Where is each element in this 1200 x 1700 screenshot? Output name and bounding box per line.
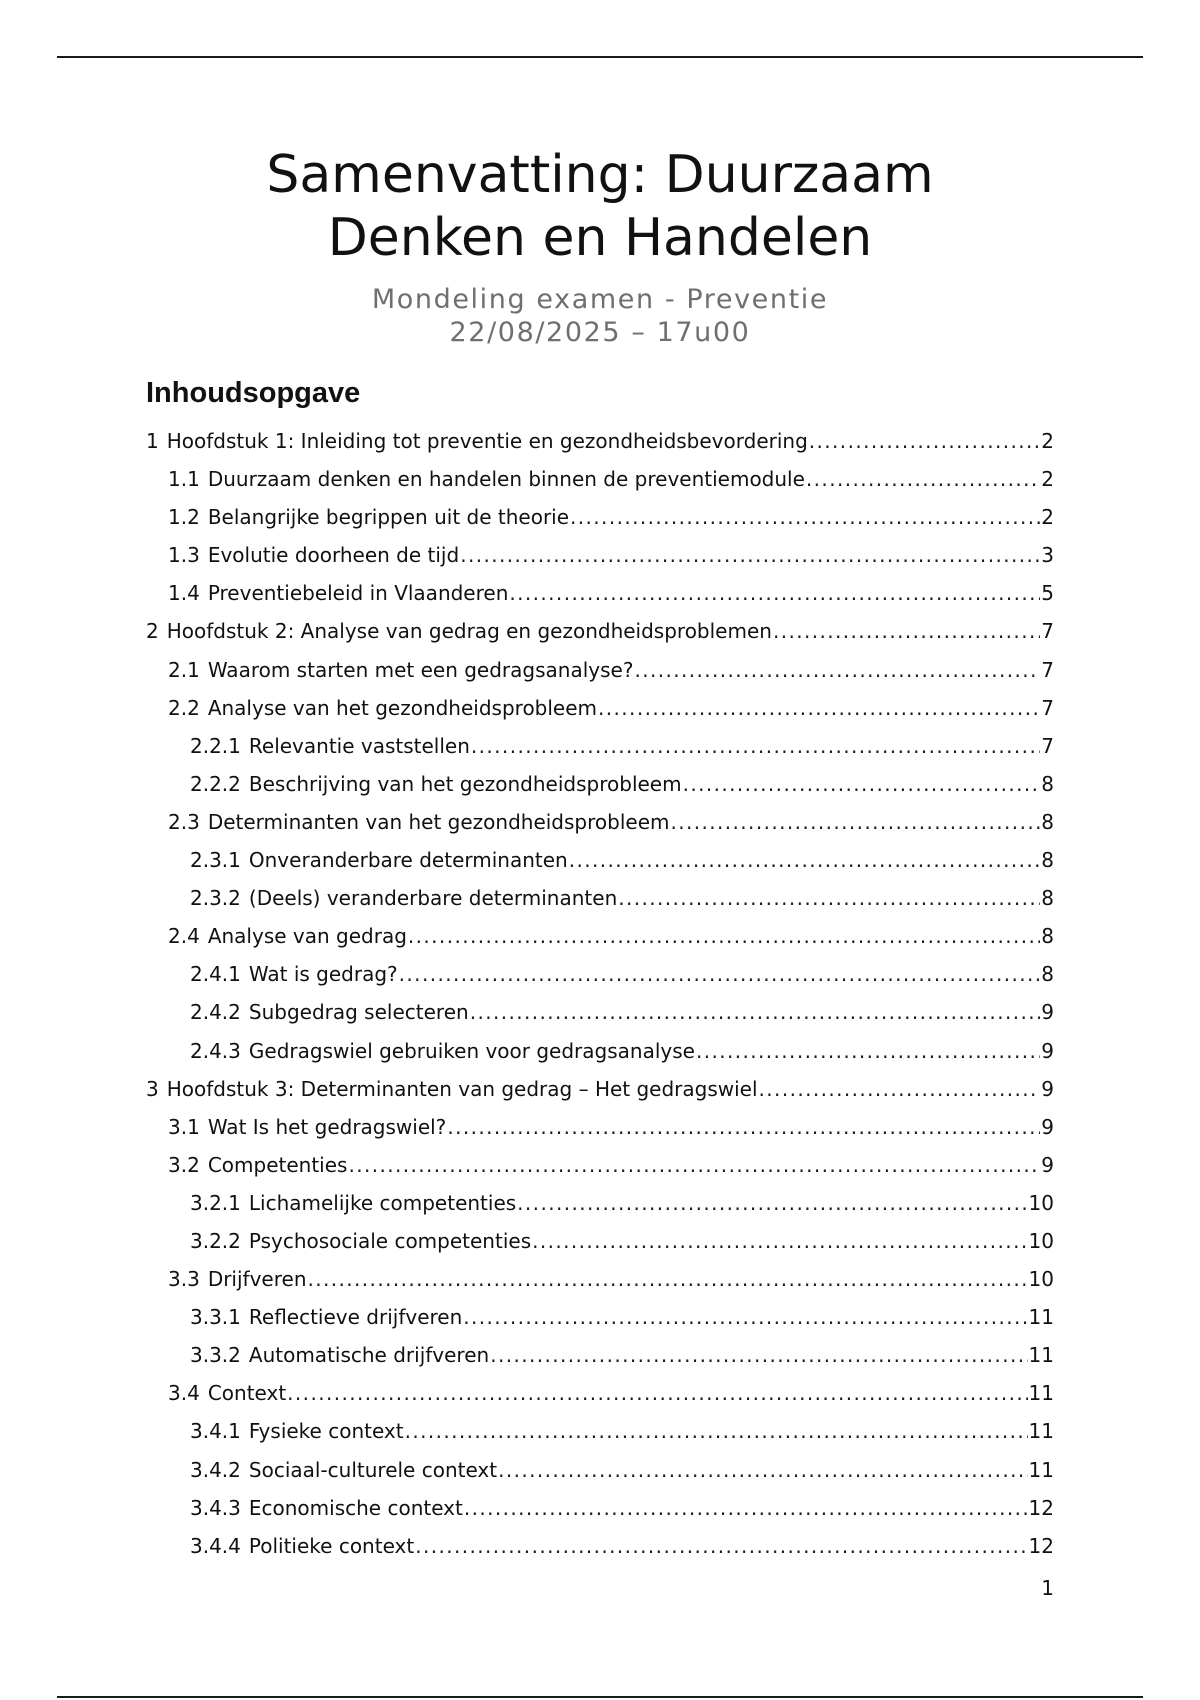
toc-entry-page: 7 [1041, 695, 1054, 720]
toc-dot-leader [308, 1260, 1028, 1298]
toc-entry-number: 3.4.4 [190, 1533, 241, 1558]
toc-entry-number: 1.4 [168, 581, 200, 606]
toc-dot-leader [460, 536, 1040, 574]
toc-entry-number: 3.3.2 [190, 1343, 241, 1368]
toc-entry[interactable] [146, 765, 1054, 803]
toc-entry[interactable] [146, 498, 1054, 536]
toc-entry-number: 2.1 [168, 657, 200, 682]
toc-dot-leader [509, 574, 1040, 612]
toc-entry-page: 7 [1041, 733, 1054, 758]
toc-dot-leader [471, 727, 1040, 765]
toc-entry[interactable] [146, 917, 1054, 955]
toc-entry-number: 2.3.1 [190, 848, 241, 873]
toc-entry-number: 2 [146, 619, 159, 644]
toc-entry-title: Competenties [207, 1152, 348, 1177]
toc-entry-title: Analyse van gedrag [207, 924, 407, 949]
toc-dot-leader [517, 1184, 1027, 1222]
document-title-line-2: Denken en Handelen [327, 208, 873, 268]
toc-dot-leader [287, 1374, 1027, 1412]
toc-entry-page: 2 [1041, 467, 1054, 492]
toc-entry[interactable] [146, 689, 1054, 727]
toc-entry-number: 3.4.1 [190, 1419, 241, 1444]
toc-dot-leader [598, 689, 1040, 727]
toc-entry[interactable] [146, 1527, 1054, 1565]
toc-entry[interactable] [146, 841, 1054, 879]
toc-entry-page: 8 [1041, 886, 1054, 911]
toc-dot-leader [490, 1336, 1027, 1374]
toc-entry-title: Hoofdstuk 2: Analyse van gedrag en gezondheidsproblemen [166, 619, 772, 644]
toc-entry[interactable] [146, 1032, 1054, 1070]
toc-entry-page: 9 [1041, 1114, 1054, 1139]
toc-entry[interactable] [146, 955, 1054, 993]
toc-entry-title: Beschrijving van het gezondheidsprobleem [248, 771, 682, 796]
toc-entry[interactable] [146, 612, 1054, 650]
toc-dot-leader [399, 955, 1041, 993]
toc-entry-number: 3.3.1 [190, 1305, 241, 1330]
toc-entry-number: 2.3 [168, 809, 200, 834]
toc-dot-leader [463, 1298, 1027, 1336]
toc-heading: Inhoudsopgave [146, 377, 361, 409]
toc-entry-title: (Deels) veranderbare determinanten [248, 886, 618, 911]
toc-entry-page: 8 [1041, 848, 1054, 873]
toc-entry-page: 7 [1041, 619, 1054, 644]
toc-entry-page: 11 [1028, 1419, 1054, 1444]
toc-entry-title: Politieke context [248, 1533, 415, 1558]
toc-dot-leader [498, 1451, 1027, 1489]
toc-dot-leader [532, 1222, 1027, 1260]
toc-entry-number: 3.2 [168, 1152, 200, 1177]
toc-entry-page: 12 [1028, 1533, 1054, 1558]
document-title [0, 144, 1200, 270]
toc-entry-number: 2.4.3 [190, 1038, 241, 1063]
toc-dot-leader [809, 422, 1040, 460]
toc-entry[interactable] [146, 1336, 1054, 1374]
toc-entry-number: 3.3 [168, 1267, 200, 1292]
toc-dot-leader [464, 1489, 1028, 1527]
toc-entry-number: 2.4.1 [190, 962, 241, 987]
toc-entry-page: 8 [1041, 924, 1054, 949]
toc-entry[interactable] [146, 651, 1054, 689]
toc-entry-number: 2.3.2 [190, 886, 241, 911]
toc-entry[interactable] [146, 1451, 1054, 1489]
header-rule [57, 56, 1143, 58]
toc-entry-title: Hoofdstuk 3: Determinanten van gedrag – Het gedragswiel [166, 1076, 758, 1101]
toc-entry-number: 3 [146, 1076, 159, 1101]
toc-dot-leader [773, 612, 1040, 650]
toc-entry[interactable] [146, 1298, 1054, 1336]
toc-dot-leader [348, 1146, 1040, 1184]
toc-entry[interactable] [146, 422, 1054, 460]
toc-entry-title: Drijfveren [207, 1267, 307, 1292]
toc-entry-number: 1.3 [168, 543, 200, 568]
toc-dot-leader [408, 917, 1040, 955]
toc-entry-title: Onveranderbare determinanten [248, 848, 568, 873]
document-title-line-1: Samenvatting: Duurzaam [266, 145, 934, 205]
toc-entry-title: Determinanten van het gezondheidsprobleem [207, 809, 670, 834]
toc-entry-page: 9 [1041, 1076, 1054, 1101]
toc-entry[interactable] [146, 879, 1054, 917]
toc-dot-leader [683, 765, 1041, 803]
toc-entry[interactable] [146, 1489, 1054, 1527]
toc-dot-leader [470, 993, 1041, 1031]
toc-dot-leader [618, 879, 1040, 917]
document-subtitle-line-2: 22/08/2025 – 17u00 [449, 317, 751, 348]
table-of-contents [146, 422, 1054, 1565]
toc-entry[interactable] [146, 803, 1054, 841]
toc-entry-page: 9 [1041, 1000, 1054, 1025]
toc-dot-leader [670, 803, 1040, 841]
toc-entry-title: Relevantie vaststellen [248, 733, 470, 758]
toc-entry-number: 2.2 [168, 695, 200, 720]
toc-dot-leader [447, 1108, 1040, 1146]
toc-entry-page: 10 [1028, 1190, 1054, 1215]
toc-entry-title: Automatische drijfveren [248, 1343, 490, 1368]
toc-entry-number: 2.4 [168, 924, 200, 949]
toc-entry-title: Belangrijke begrippen uit de theorie [207, 505, 570, 530]
toc-entry-number: 3.1 [168, 1114, 200, 1139]
toc-entry-page: 7 [1041, 657, 1054, 682]
toc-entry-title: Sociaal-culturele context [248, 1457, 498, 1482]
toc-entry[interactable] [146, 460, 1054, 498]
toc-entry-title: Reflectieve drijfveren [248, 1305, 463, 1330]
toc-entry-page: 8 [1041, 962, 1054, 987]
toc-entry-page: 5 [1041, 581, 1054, 606]
toc-entry-page: 10 [1028, 1228, 1054, 1253]
toc-entry-title: Context [207, 1381, 287, 1406]
toc-entry-number: 3.2.2 [190, 1228, 241, 1253]
toc-entry-page: 2 [1041, 505, 1054, 530]
toc-entry[interactable] [146, 1222, 1054, 1260]
toc-entry-title: Economische context [248, 1495, 463, 1520]
toc-entry-number: 1 [146, 429, 159, 453]
toc-entry-title: Subgedrag selecteren [248, 1000, 469, 1025]
toc-entry-title: Evolutie doorheen de tijd [207, 543, 460, 568]
toc-entry[interactable] [146, 1146, 1054, 1184]
toc-entry-number: 1.2 [168, 505, 200, 530]
toc-entry-title: Wat Is het gedragswiel? [207, 1114, 447, 1139]
toc-entry-page: 8 [1041, 809, 1054, 834]
toc-entry-title: Hoofdstuk 1: Inleiding tot preventie en gezondheidsbevordering [166, 429, 808, 453]
toc-entry[interactable] [146, 1184, 1054, 1222]
toc-entry-number: 3.4 [168, 1381, 200, 1406]
toc-entry-number: 2.4.2 [190, 1000, 241, 1025]
document-subtitle [0, 283, 1200, 349]
toc-entry-title: Gedragswiel gebruiken voor gedragsanalyse [248, 1038, 695, 1063]
toc-entry-page: 8 [1041, 771, 1054, 796]
toc-entry[interactable] [146, 1412, 1054, 1450]
document-subtitle-line-1: Mondeling examen - Preventie [371, 284, 829, 315]
toc-entry-title: Preventiebeleid in Vlaanderen [207, 581, 509, 606]
toc-entry-number: 3.4.2 [190, 1457, 241, 1482]
toc-entry-page: 10 [1028, 1267, 1054, 1292]
toc-entry-title: Analyse van het gezondheidsprobleem [207, 695, 598, 720]
toc-entry-title: Psychosociale competenties [248, 1228, 532, 1253]
toc-entry[interactable] [146, 1374, 1054, 1412]
toc-entry-page: 11 [1028, 1343, 1054, 1368]
toc-dot-leader [759, 1070, 1041, 1108]
toc-entry-title: Duurzaam denken en handelen binnen de preventiemodule [207, 467, 805, 492]
toc-entry-page: 2 [1041, 429, 1054, 453]
toc-dot-leader [634, 651, 1040, 689]
toc-entry-page: 9 [1041, 1152, 1054, 1177]
toc-entry-title: Lichamelijke competenties [248, 1190, 517, 1215]
toc-entry[interactable] [146, 574, 1054, 612]
toc-dot-leader [415, 1527, 1027, 1565]
toc-entry[interactable] [146, 727, 1054, 765]
toc-entry[interactable] [146, 993, 1054, 1031]
toc-dot-leader [569, 841, 1041, 879]
footer-rule [57, 1696, 1143, 1698]
toc-entry-page: 11 [1028, 1381, 1054, 1406]
page-number: 1 [1041, 1576, 1054, 1600]
toc-entry[interactable] [146, 536, 1054, 574]
toc-entry[interactable] [146, 1070, 1054, 1108]
toc-dot-leader [405, 1412, 1028, 1450]
toc-entry-number: 3.4.3 [190, 1495, 241, 1520]
toc-entry-number: 2.2.1 [190, 733, 241, 758]
toc-entry-number: 3.2.1 [190, 1190, 241, 1215]
toc-entry-title: Wat is gedrag? [248, 962, 398, 987]
toc-entry-title: Fysieke context [248, 1419, 404, 1444]
toc-entry[interactable] [146, 1108, 1054, 1146]
toc-entry-page: 9 [1041, 1038, 1054, 1063]
toc-entry[interactable] [146, 1260, 1054, 1298]
toc-entry-page: 11 [1028, 1305, 1054, 1330]
toc-entry-number: 2.2.2 [190, 771, 241, 796]
toc-entry-page: 12 [1028, 1495, 1054, 1520]
toc-entry-page: 3 [1041, 543, 1054, 568]
toc-entry-number: 1.1 [168, 467, 200, 492]
toc-dot-leader [570, 498, 1040, 536]
toc-dot-leader [696, 1032, 1040, 1070]
toc-entry-page: 11 [1028, 1457, 1054, 1482]
toc-dot-leader [806, 460, 1040, 498]
toc-entry-title: Waarom starten met een gedragsanalyse? [207, 657, 634, 682]
